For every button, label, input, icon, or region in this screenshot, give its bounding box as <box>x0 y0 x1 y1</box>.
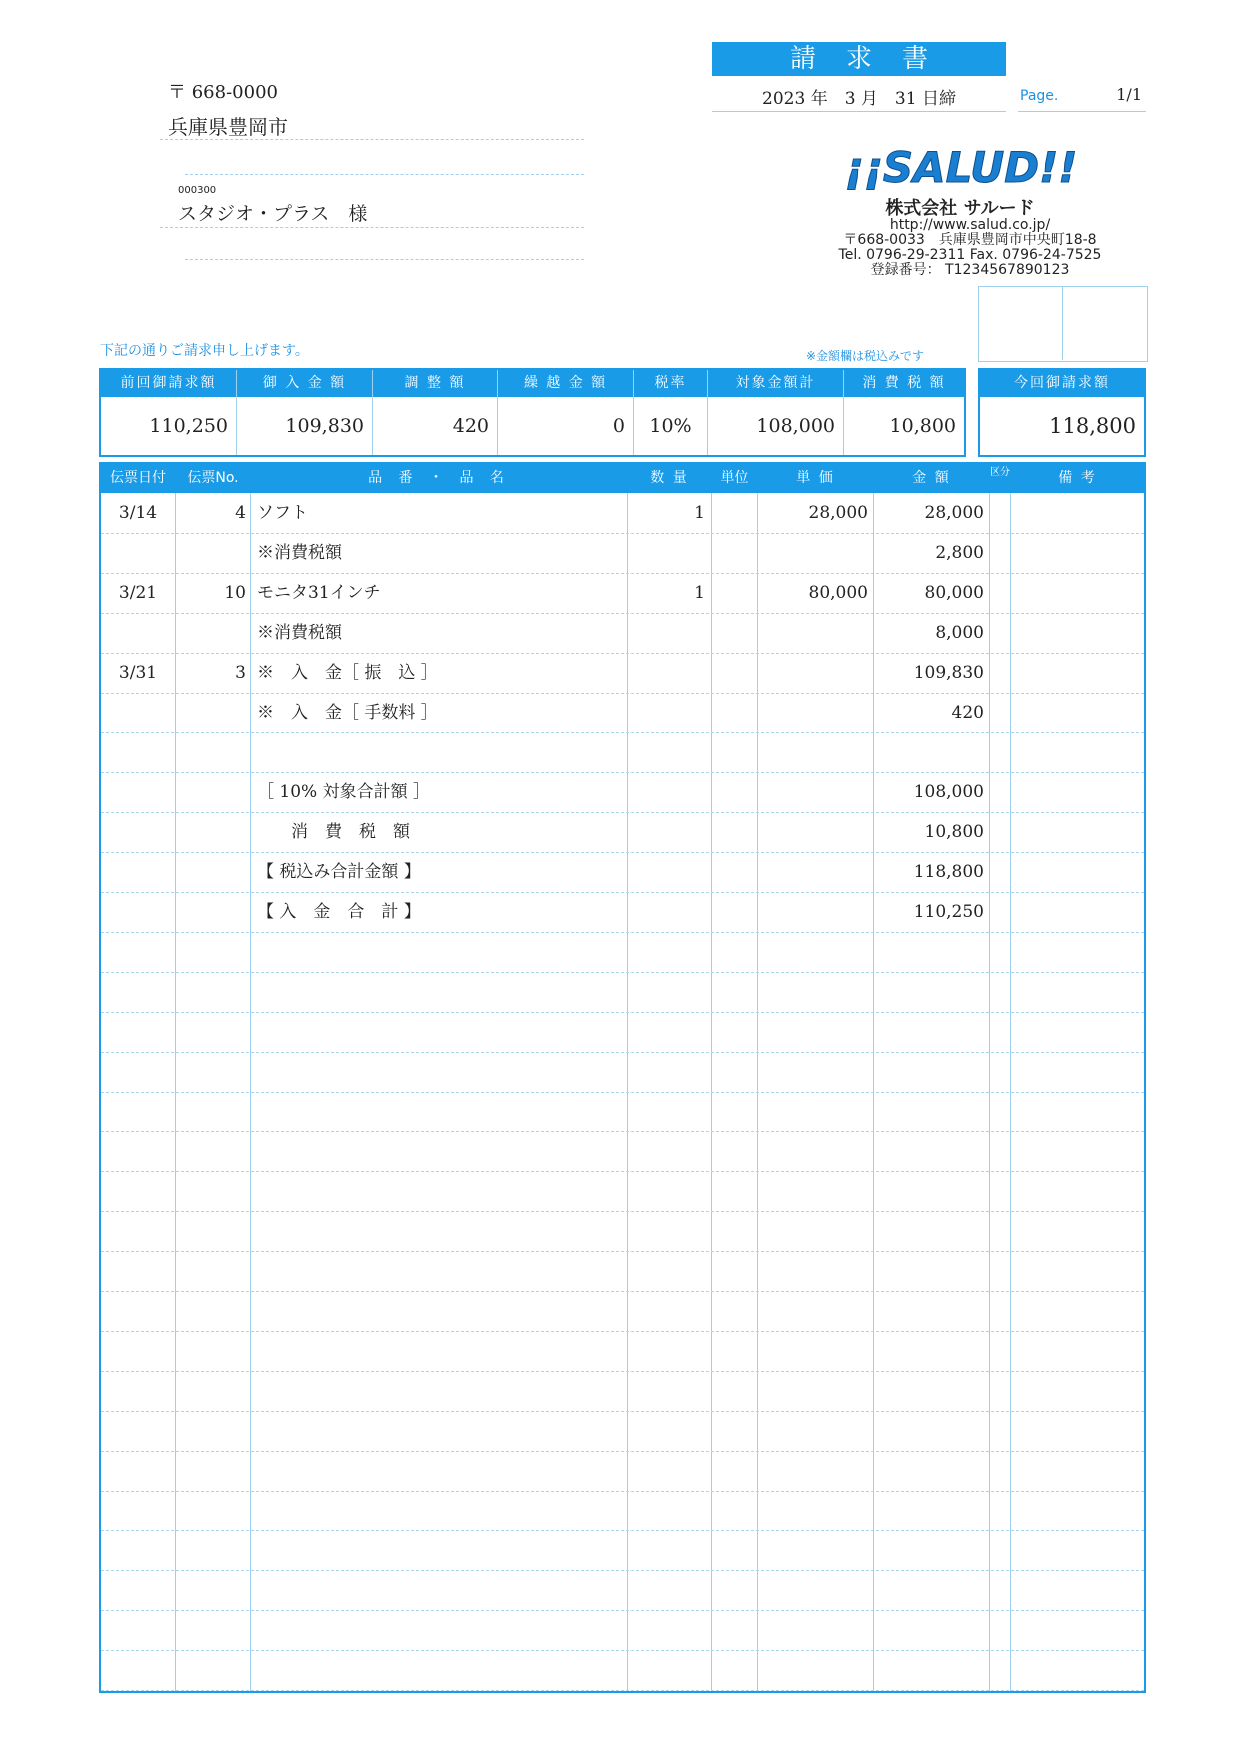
table-row <box>101 573 1144 613</box>
cell-slip: 10 <box>224 582 246 603</box>
stamp-box <box>978 286 1148 362</box>
cell-qty <box>628 772 705 812</box>
table-row <box>101 852 1144 892</box>
items-table-header <box>101 464 1144 493</box>
cell-amount: 10,800 <box>924 822 984 843</box>
cell-price <box>758 852 868 892</box>
cell-amount: 420 <box>951 702 984 723</box>
summary-current-total <box>978 368 1146 457</box>
cell-item: ※ 入 金［ 振 込 ］ <box>257 662 438 683</box>
cell-item: 【 入 金 合 計 】 <box>257 902 421 922</box>
table-row <box>101 892 1144 932</box>
cell-price: 80,000 <box>808 582 868 603</box>
summary-header-tax-rate: 税率 <box>634 370 707 397</box>
cell-item: 【 税込み合計金額 】 <box>257 862 421 883</box>
summary-header-current-billing: 今回御請求額 <box>980 370 1144 397</box>
cell-slip <box>176 693 246 733</box>
cell-date <box>101 852 175 892</box>
summary-adjustment-value: 420 <box>452 415 489 437</box>
cell-price <box>758 812 868 852</box>
summary-payment-value: 109,830 <box>285 415 364 437</box>
summary-consumption-tax-value: 10,800 <box>889 415 956 437</box>
cell-item: ※消費税額 <box>257 542 342 563</box>
summary-header-carryover: 繰 越 金 額 <box>498 370 633 397</box>
company-tel-fax: Tel. 0796-29-2311 Fax. 0796-24-7525 <box>838 247 1102 263</box>
summary-tax-rate-value: 10% <box>649 415 692 437</box>
cell-item: ※ 入 金［ 手数料 ］ <box>257 702 438 723</box>
column-header-unit: 単位 <box>720 470 749 486</box>
column-header-quantity: 数 量 <box>650 470 689 486</box>
table-row <box>101 493 1144 533</box>
cell-item: モニタ31インチ <box>257 582 381 603</box>
summary-header-adjustment: 調 整 額 <box>373 370 497 397</box>
page-number: 1/1 <box>1116 85 1142 104</box>
cell-amount: 80,000 <box>924 582 984 603</box>
cell-price <box>758 772 868 812</box>
cell-amount: 110,250 <box>913 902 984 922</box>
column-header-category: 区分 <box>990 467 1010 478</box>
cell-date: 3/21 <box>118 582 158 603</box>
summary-table <box>99 368 966 457</box>
cell-item: ソフト <box>257 503 308 523</box>
column-header-unit-price: 単 価 <box>796 470 835 486</box>
cell-amount <box>874 732 984 772</box>
summary-header-taxable-total: 対象金額計 <box>708 370 843 397</box>
cell-amount: 2,800 <box>935 542 984 563</box>
company-logo <box>836 142 1086 192</box>
cell-price <box>758 653 868 693</box>
cell-price <box>758 732 868 772</box>
cell-price <box>758 613 868 653</box>
table-row <box>101 653 1144 693</box>
cell-qty <box>628 892 705 932</box>
document-title: 請求書 <box>712 42 1006 76</box>
cell-amount: 109,830 <box>913 662 984 683</box>
intro-text: 下記の通りご請求申し上げます。 <box>100 343 309 359</box>
cell-amount: 108,000 <box>913 782 984 803</box>
summary-previous-value: 110,250 <box>149 415 228 437</box>
cell-item: ［ 10% 対象合計額 ］ <box>257 782 430 803</box>
cell-slip <box>176 892 246 932</box>
cell-qty <box>628 852 705 892</box>
cell-slip <box>176 732 246 772</box>
company-url: http://www.salud.co.jp/ <box>889 217 1051 233</box>
cell-qty <box>628 613 705 653</box>
cell-qty <box>628 533 705 573</box>
cell-item: ※消費税額 <box>257 622 342 643</box>
cell-qty: 1 <box>694 582 705 603</box>
recipient-postal-code: 〒 668-0000 <box>168 82 278 103</box>
cell-date <box>101 892 175 932</box>
svg-text:¡¡SALUD!!: ¡¡SALUD!! <box>844 143 1078 192</box>
summary-taxable-total-value: 108,000 <box>756 415 835 437</box>
cell-slip <box>176 613 246 653</box>
table-row <box>101 772 1144 812</box>
tax-note: ※金額欄は税込みです <box>806 349 925 363</box>
cell-price <box>758 892 868 932</box>
cell-qty <box>628 653 705 693</box>
summary-carryover-value: 0 <box>612 415 625 437</box>
cell-date: 3/31 <box>118 662 158 683</box>
recipient-address: 兵庫県豊岡市 <box>168 115 288 139</box>
cell-slip <box>176 772 246 812</box>
cell-slip <box>176 533 246 573</box>
stamp-divider <box>1062 286 1063 360</box>
company-name: 株式会社 サルード <box>885 198 1035 219</box>
cell-qty: 1 <box>694 503 705 523</box>
company-info <box>780 218 1160 278</box>
cell-qty <box>628 732 705 772</box>
cell-date <box>101 812 175 852</box>
summary-current-billing-value: 118,800 <box>1049 414 1136 438</box>
summary-header-consumption-tax: 消 費 税 額 <box>844 370 964 397</box>
cell-amount: 118,800 <box>913 862 984 883</box>
cell-item <box>257 732 627 772</box>
items-table <box>99 462 1146 1693</box>
table-row <box>101 693 1144 733</box>
summary-header-previous: 前回御請求額 <box>101 370 236 397</box>
column-header-amount: 金 額 <box>912 470 951 486</box>
cell-date <box>101 533 175 573</box>
table-row <box>101 613 1144 653</box>
company-registration-number: 登録番号： T1234567890123 <box>870 262 1070 278</box>
cell-price <box>758 693 868 733</box>
cell-slip <box>176 852 246 892</box>
summary-header-payment: 御 入 金 額 <box>237 370 372 397</box>
cell-qty <box>628 812 705 852</box>
column-header-remarks: 備 考 <box>1058 470 1097 486</box>
cell-slip: 3 <box>235 662 246 683</box>
cell-slip: 4 <box>235 503 246 523</box>
cell-slip <box>176 812 246 852</box>
cell-date <box>101 693 175 733</box>
customer-code: 000300 <box>178 185 217 196</box>
closing-date: 2023 年 3 月 31 日締 <box>762 89 956 109</box>
cell-price: 28,000 <box>808 503 868 523</box>
table-row <box>101 533 1144 573</box>
customer-name: スタジオ・プラス 様 <box>178 203 368 225</box>
column-header-date: 伝票日付 <box>110 470 166 486</box>
company-address: 〒668-0033 兵庫県豊岡市中央町18-8 <box>843 232 1097 248</box>
cell-date <box>101 732 175 772</box>
cell-amount: 8,000 <box>935 622 984 643</box>
column-header-item: 品 番 ・ 品 名 <box>368 470 510 486</box>
cell-item: 消 費 税 額 <box>257 822 410 843</box>
cell-amount: 28,000 <box>924 503 984 523</box>
cell-price <box>758 533 868 573</box>
table-row <box>101 732 1144 772</box>
cell-qty <box>628 693 705 733</box>
table-row <box>101 812 1144 852</box>
cell-date <box>101 613 175 653</box>
cell-date: 3/14 <box>118 503 158 523</box>
page-label: Page. <box>1020 88 1059 104</box>
cell-date <box>101 772 175 812</box>
column-header-slip-no: 伝票No. <box>187 470 239 486</box>
